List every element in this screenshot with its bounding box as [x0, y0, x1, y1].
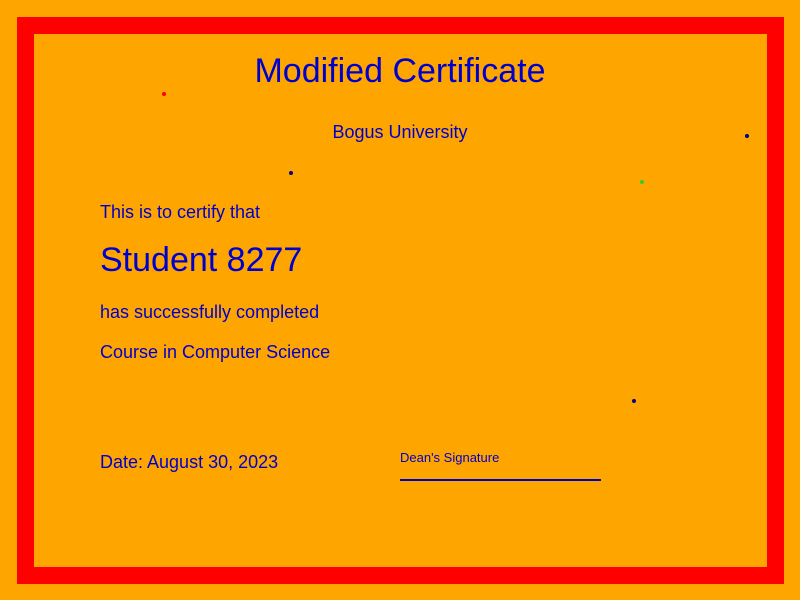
certify-intro-text: This is to certify that: [100, 202, 261, 222]
noise-dot: [632, 399, 636, 403]
completion-text: has successfully completed: [100, 302, 320, 322]
noise-dot: [745, 134, 749, 138]
recipient-name: Student 8277: [100, 241, 303, 279]
university-name: Bogus University: [332, 122, 468, 142]
noise-dot: [640, 180, 644, 184]
noise-dot: [162, 92, 166, 96]
certificate-title: Modified Certificate: [254, 52, 546, 90]
signature-line: [400, 479, 601, 481]
signature-label: Dean's Signature: [400, 450, 500, 465]
noise-dot: [289, 171, 293, 175]
course-name: Course in Computer Science: [100, 342, 331, 362]
issue-date: Date: August 30, 2023: [100, 452, 279, 472]
